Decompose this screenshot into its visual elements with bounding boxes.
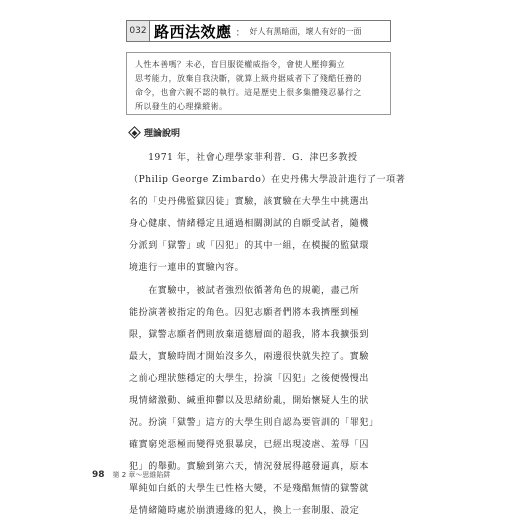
paragraph-line: 單純如白紙的大學生已性格大變，不是殘酷無情的獄警就 xyxy=(129,479,391,501)
paragraph-line: 在實驗中，被試者強烈依循著角色的規範，盡己所 xyxy=(129,281,391,303)
paragraph-line: 是情緒隨時處於崩潰邊緣的犯人，換上一套制服、設定 xyxy=(129,501,391,522)
diamond-bullet-icon xyxy=(128,126,141,139)
paragraph-line: 限，獄警志願者們則放棄道德層面的超我，將本我擴張到 xyxy=(129,325,391,347)
paragraph-line: 能扮演著被指定的角色。囚犯志願者們將本我擠壓到極 xyxy=(129,303,391,325)
paragraph-line: 名的「史丹佛監獄囚徒」實驗，該實驗在大學生中挑選出 xyxy=(129,192,391,214)
header-title-group xyxy=(150,21,362,41)
intro-line: 命令，也會六親不認的執行。這是歷史上很多集體殘忍暴行之 xyxy=(135,86,382,100)
paragraph-line: 1971 年，社會心理學家菲利普．G．津巴多教授 xyxy=(129,148,391,170)
intro-line: 人性本善嗎？未必，盲目服從權威指令，會使人壓抑獨立 xyxy=(135,58,382,72)
paragraph-line: 最大，實驗時間才開始沒多久，兩邊很快就失控了。實驗 xyxy=(129,347,391,369)
paragraph-line: 境進行一連串的實驗內容。 xyxy=(129,258,391,280)
entry-title: 路西法效應 xyxy=(154,21,232,42)
page-number: 98 xyxy=(92,470,105,480)
paragraph-line: 分派到「獄警」或「囚犯」的其中一組，在模擬的監獄環 xyxy=(129,236,391,258)
section-heading-label: 理論說明 xyxy=(144,126,180,139)
paragraph-line: 況。扮演「獄警」這方的大學生則自認為要管訓的「罪犯」 xyxy=(129,413,391,435)
intro-line: 所以發生的心理操縱術。 xyxy=(135,100,382,114)
paragraph-line: 確實窮兇惡極而變得兇狠暴戾，已經出現凌虐、羞辱「囚 xyxy=(129,435,391,457)
section-heading xyxy=(130,126,180,139)
paragraph-line: 犯」的舉動。實驗到第六天，情況發展得越發逼真，原本 xyxy=(129,457,391,479)
body-text xyxy=(129,148,391,522)
intro-box xyxy=(126,52,391,115)
entry-number: 032 xyxy=(127,21,150,41)
paragraph-line: 之前心理狀態穩定的大學生，扮演「囚犯」之後便慢慢出 xyxy=(129,369,391,391)
title-separator: ： xyxy=(236,24,246,39)
page-footer xyxy=(92,470,170,480)
entry-subtitle: 好人有黑暗面，壞人有好的一面 xyxy=(250,26,362,37)
chapter-label: 第 2 章～思維陷阱 xyxy=(113,470,171,480)
intro-line: 思考能力，放棄自我決斷，就算上級舟据威者下了殘酷任務的 xyxy=(135,72,382,86)
paragraph-line: （Philip George Zimbardo）在史丹佛大學設計進行了一項著 xyxy=(129,170,391,192)
paragraph-line: 身心健康、情緒穩定且通過相關測試的自願受試者，隨機 xyxy=(129,214,391,236)
chapter-header xyxy=(126,20,391,42)
paragraph-line: 現情緒激動、緘重抑鬱以及思緒紛亂，開始懷疑人生的狀 xyxy=(129,391,391,413)
